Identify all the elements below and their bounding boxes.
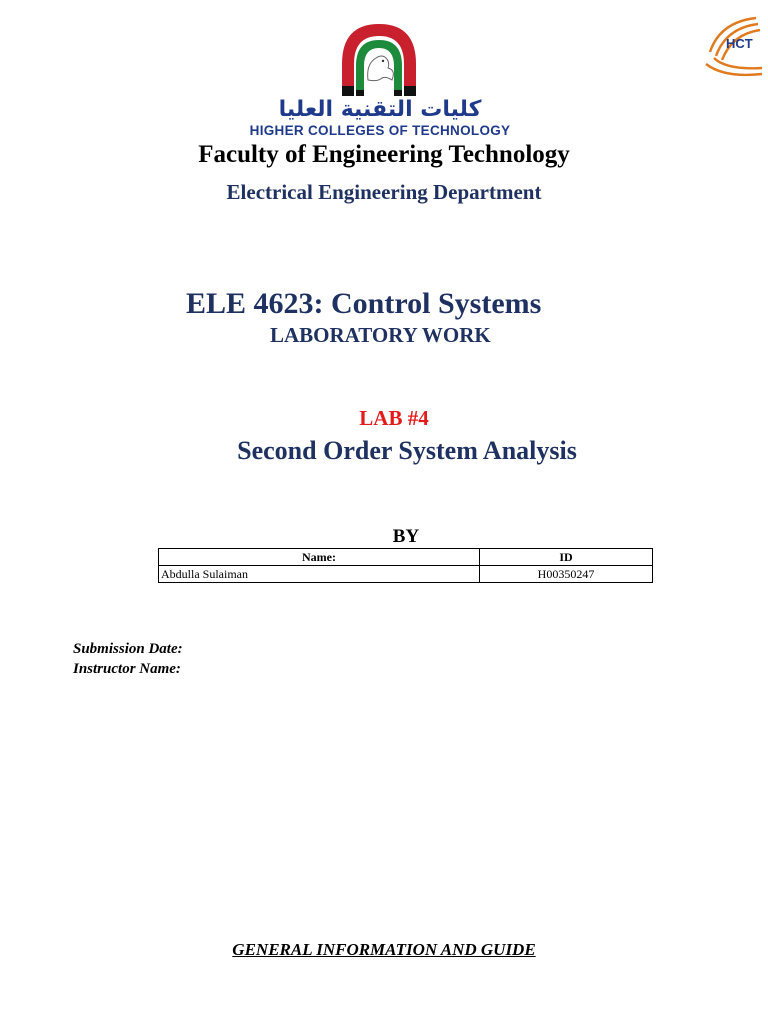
course-title: ELE 4623: Control Systems (186, 287, 542, 320)
student-id-cell: H00350247 (480, 566, 653, 583)
lab-title: Second Order System Analysis (237, 436, 577, 465)
student-name-cell: Abdulla Sulaiman (159, 566, 480, 583)
course-subtitle: LABORATORY WORK (270, 323, 491, 347)
column-header-name: Name: (159, 549, 480, 566)
hct-corner-logo (696, 12, 768, 82)
college-name-english: HIGHER COLLEGES OF TECHNOLOGY (249, 123, 511, 138)
column-header-id: ID (480, 549, 653, 566)
hct-logo-text: HCT (726, 36, 753, 51)
lab-number: LAB #4 (359, 406, 429, 430)
table-row (159, 566, 653, 583)
faculty-title: Faculty of Engineering Technology (198, 141, 570, 168)
guide-heading: GENERAL INFORMATION AND GUIDE (232, 940, 536, 959)
by-label: BY (392, 526, 420, 547)
table-header-row (159, 549, 653, 566)
submission-date-label: Submission Date: (73, 641, 183, 657)
department-title: Electrical Engineering Department (226, 180, 542, 204)
students-table (158, 548, 653, 583)
hct-emblem-logo (336, 20, 422, 98)
instructor-name-label: Instructor Name: (73, 661, 181, 677)
college-name-arabic: كليات التقنية العليا (278, 97, 482, 122)
